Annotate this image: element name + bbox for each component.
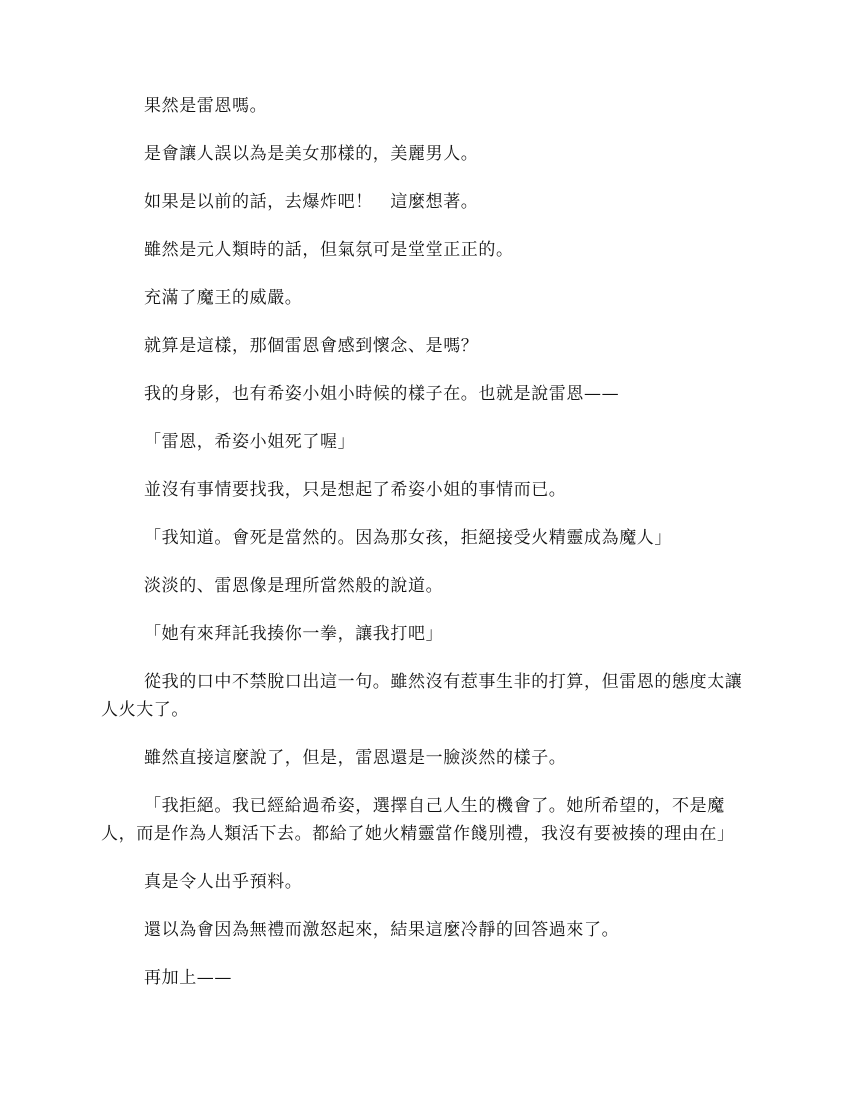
- paragraph: 雖然是元人類時的話，但氣氛可是堂堂正正的。: [144, 240, 514, 260]
- paragraph: 再加上——: [144, 968, 232, 988]
- paragraph: 「她有來拜託我揍你一拳，讓我打吧」: [144, 624, 444, 644]
- paragraph: 是會讓人誤以為是美女那樣的，美麗男人。: [144, 144, 479, 164]
- paragraph: 並沒有事情要找我，只是想起了希姿小姐的事情而已。: [144, 480, 567, 500]
- paragraph: 淡淡的、雷恩像是理所當然般的說道。: [144, 576, 444, 596]
- paragraph: 還以為會因為無禮而激怒起來，結果這麼冷靜的回答過來了。: [144, 920, 620, 940]
- paragraph: 我的身影，也有希姿小姐小時候的樣子在。也就是說雷恩——: [144, 384, 620, 404]
- paragraph: 「我拒絕。我已經給過希姿，選擇自己人生的機會了。她所希望的，不是魔人，而是作為人類活下去。都給了她火精靈當作餞別禮，我沒有要被揍的理由在」: [101, 796, 735, 844]
- paragraph: 「我知道。會死是當然的。因為那女孩，拒絕接受火精靈成為魔人」: [144, 528, 672, 548]
- paragraph: 真是令人出乎預料。: [144, 872, 303, 892]
- paragraph: 雖然直接這麼說了，但是，雷恩還是一臉淡然的樣子。: [144, 748, 567, 768]
- paragraph: 就算是這樣，那個雷恩會感到懷念、是嗎？: [144, 336, 479, 356]
- paragraph: 「雷恩，希姿小姐死了喔」: [144, 432, 356, 452]
- paragraph: 果然是雷恩嗎。: [144, 96, 268, 116]
- paragraph: 充滿了魔王的威嚴。: [144, 288, 303, 308]
- paragraph: 從我的口中不禁脫口出這一句。雖然沒有惹事生非的打算，但雷恩的態度太讓人火大了。: [101, 672, 743, 720]
- paragraph: 如果是以前的話，去爆炸吧！ 這麼想著。: [144, 192, 479, 212]
